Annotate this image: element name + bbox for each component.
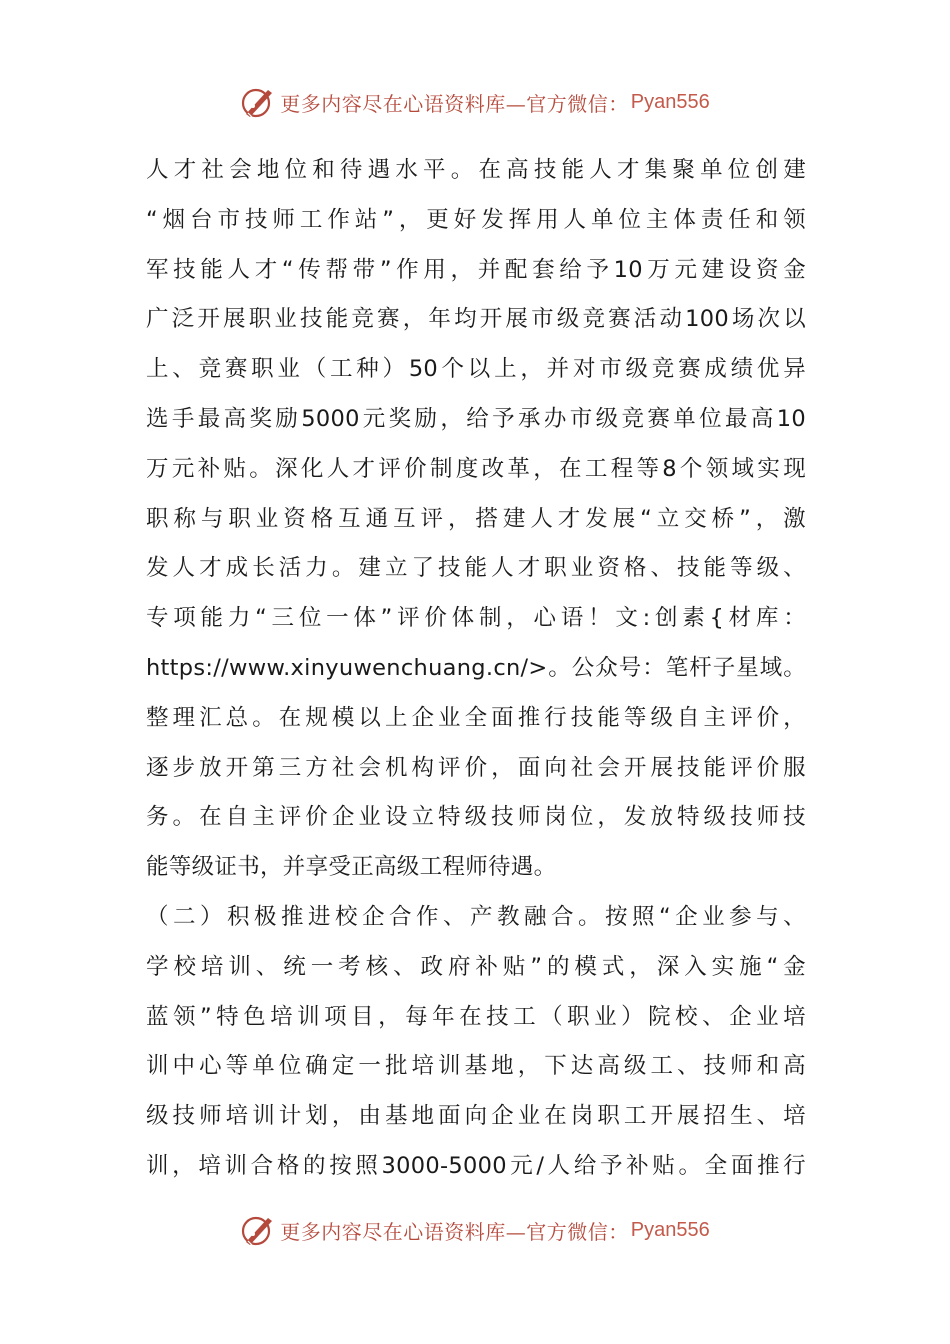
text-line: 职称与职业资格互通互评，搭建人才发展“立交桥”，激	[146, 505, 806, 532]
text-line: 选手最高奖励5000元奖励，给予承办市级竞赛单位最高10	[146, 405, 806, 432]
text-line: 整理汇总。在规模以上企业全面推行技能等级自主评价，	[146, 704, 806, 731]
pen-logo-icon	[240, 84, 276, 120]
text-line: 发人才成长活力。建立了技能人才职业资格、技能等级、	[146, 555, 806, 582]
banner-text: 更多内容尽在心语资料库—官方微信：	[280, 1219, 629, 1244]
text-line: 训，培训合格的按照3000-5000元/人给予补贴。全面推行	[146, 1152, 806, 1179]
header-watermark-banner	[0, 80, 950, 124]
banner-wechat-handle: Pyan556	[630, 1218, 710, 1241]
banner-text: 更多内容尽在心语资料库—官方微信：	[280, 91, 629, 116]
section-heading-line: （二）积极推进校企合作、产教融合。按照“企业参与、	[146, 903, 806, 930]
text-line: 上、竞赛职业（工种）50个以上，并对市级竞赛成绩优异	[146, 356, 806, 383]
text-line: 人才社会地位和待遇水平。在高技能人才集聚单位创建	[146, 157, 806, 183]
text-line: 军技能人才“传帮带”作用，并配套给予10万元建设资金	[146, 256, 806, 283]
text-line: 万元补贴。深化人才评价制度改革，在工程等8个领域实现	[146, 455, 806, 482]
text-line: 能等级证书，并享受正高级工程师待遇。	[146, 854, 557, 881]
banner-wechat-handle: Pyan556	[630, 90, 710, 113]
text-line: 级技师培训计划，由基地面向企业在岗职工开展招生、培	[146, 1103, 806, 1130]
text-line: 广泛开展职业技能竞赛，年均开展市级竞赛活动100场次以	[146, 306, 806, 333]
text-line: 务。在自主评价企业设立特级技师岗位，发放特级技师技	[146, 804, 806, 831]
footer-watermark-banner	[0, 1208, 950, 1252]
text-line: 专项能力“三位一体”评价体制，心语！文:创素{材库：	[146, 605, 806, 632]
text-line: 学校培训、统一考核、政府补贴”的模式，深入实施“金	[146, 953, 806, 980]
text-line: 蓝领”特色培训项目，每年在技工（职业）院校、企业培	[146, 1003, 806, 1030]
text-line: “烟台市技师工作站”，更好发挥用人单位主体责任和领	[146, 206, 806, 233]
document-body	[146, 146, 806, 1192]
pen-logo-icon	[240, 1212, 276, 1248]
text-line: 训中心等单位确定一批培训基地，下达高级工、技师和高	[146, 1053, 806, 1080]
text-line: 逐步放开第三方社会机构评价，面向社会开展技能评价服	[146, 754, 806, 781]
url-text-line: https://www.xinyuwenchuang.cn/>。公众号：笔杆子星域。	[146, 654, 806, 681]
